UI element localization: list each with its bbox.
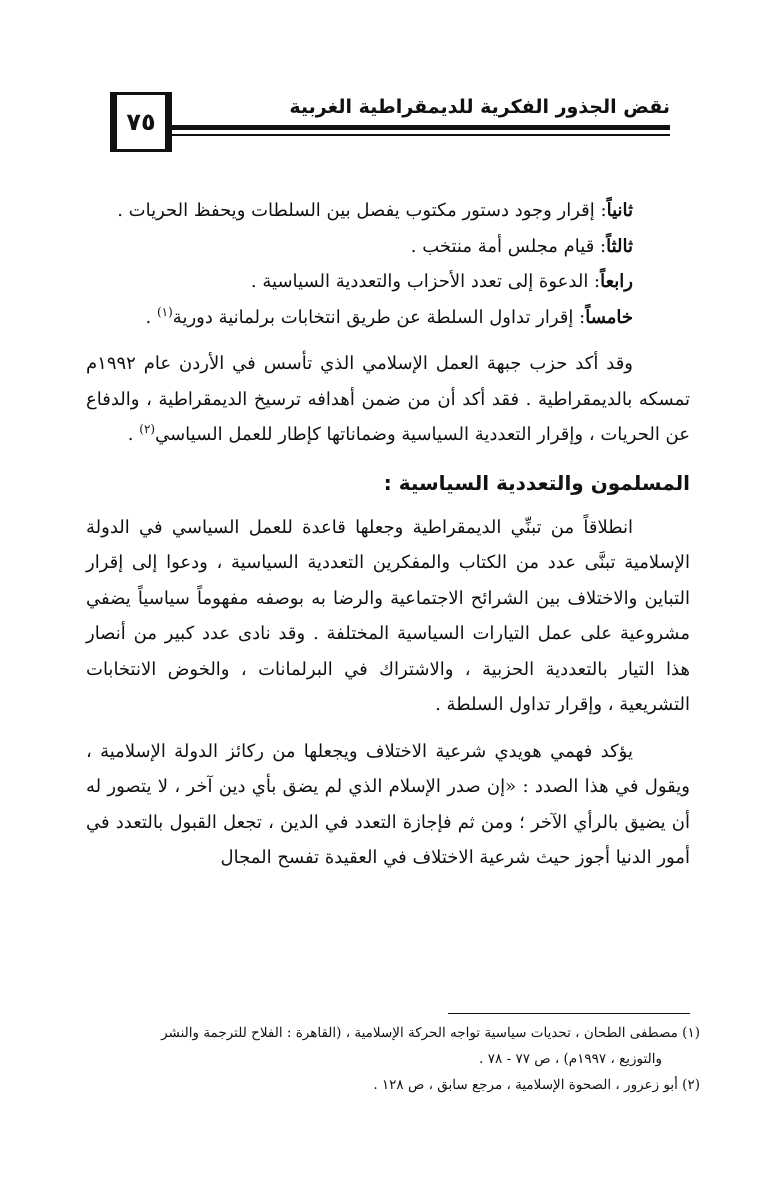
list-item-label: خامساً <box>585 306 633 328</box>
list-item-text: : إقرار وجود دستور مكتوب يفصل بين السلطات ويحفظ الحريات . <box>117 200 607 221</box>
list-item-label: ثالثاً <box>606 235 633 257</box>
header-rule-thin <box>172 134 670 136</box>
section-heading: المسلمون والتعددية السياسية : <box>383 470 690 495</box>
list-item-text: : الدعوة إلى تعدد الأحزاب والتعددية السياسية . <box>250 271 601 292</box>
list-item-end: . <box>145 306 157 328</box>
paragraph-pluralism: انطلاقاً من تبنِّي الديمقراطية وجعلها قاعدة للعمل السياسي في الدولة الإسلامية تبنَّى عدد من الكتاب والمفكرين التعددية السياسية ، ودعوا إلى إقرار التباين والاختلاف بين الشرائح الاجتماعية والرضا به بوصفه مفهوماً سياسياً يضفي مشروعية على عمل التيارات السياسية المختلفة . وقد نادى عدد كبير من أنصار هذا التيار بالتعددية الحزبية ، والاشتراك في البرلمانات ، والخوض الانتخابات التشريعية ، وإقرار تداول السلطة . <box>86 516 690 715</box>
list-item-text: : قيام مجلس أمة منتخب . <box>410 235 607 257</box>
paragraph-party <box>86 346 690 453</box>
footnote-2-line1: (٢) أبو زعرور ، الصحوة الإسلامية ، مرجع سابق ، ص ١٢٨ . <box>373 1077 700 1093</box>
running-title: نقض الجذور الفكرية للديمقراطية الغربية <box>289 96 670 118</box>
footnotes <box>86 1020 700 1098</box>
list-item-text: : إقرار تداول السلطة عن طريق انتخابات برلمانية دورية <box>172 306 586 328</box>
footnote-separator <box>448 1013 690 1014</box>
page-number-box <box>110 92 172 152</box>
list-item-label: رابعاً <box>600 271 633 292</box>
footnote-1 <box>86 1020 700 1046</box>
paragraph-party-end: . <box>127 424 140 445</box>
page-number: ٧٥ <box>126 108 156 136</box>
list-item-fifth <box>86 300 690 336</box>
list-item-label: ثانياً <box>606 200 633 221</box>
footnote-ref-2: (٢) <box>139 422 156 436</box>
list-item-third <box>86 229 690 265</box>
page-header <box>105 92 670 154</box>
list-item-second <box>86 193 690 229</box>
list-item-fourth <box>86 264 690 300</box>
paragraph-party-text: وقد أكد حزب جبهة العمل الإسلامي الذي تأسس في الأردن عام ١٩٩٢م تمسكه بالديمقراطية . فقد أكد أن من ضمن أهدافه ترسيخ الديمقراطية ، والدفاع عن الحريات ، وإقرار التعددية السياسية وضماناتها كإطار للعمل السياسي <box>86 353 690 445</box>
body-text <box>86 193 690 876</box>
footnote-1-continued <box>86 1046 700 1072</box>
footnote-ref-1: (١) <box>156 304 173 319</box>
paragraph-huwaidi: يؤكد فهمي هويدي شرعية الاختلاف ويجعلها من ركائز الدولة الإسلامية ، ويقول في هذا الصدد : «إن صدر الإسلام الذي لم يضق بأي دين آخر ، لا يتصور له أن يضيق بالرأي الآخر ؛ ومن ثم فإجازة التعدد في الدين ، تجعل القبول بالتعدد في أمور الدنيا أجوز حيث شرعية الاختلاف في العقيدة تفسح المجال <box>86 740 690 868</box>
header-rule-thick <box>172 125 670 130</box>
footnote-1-line1: (١) مصطفى الطحان ، تحديات سياسية تواجه الحركة الإسلامية ، (القاهرة : الفلاح للترجمة والنشر <box>161 1025 700 1041</box>
footnote-1-line2: والتوزيع ، ١٩٩٧م) ، ص ٧٧ - ٧٨ . <box>479 1051 662 1067</box>
footnote-2 <box>86 1072 700 1098</box>
